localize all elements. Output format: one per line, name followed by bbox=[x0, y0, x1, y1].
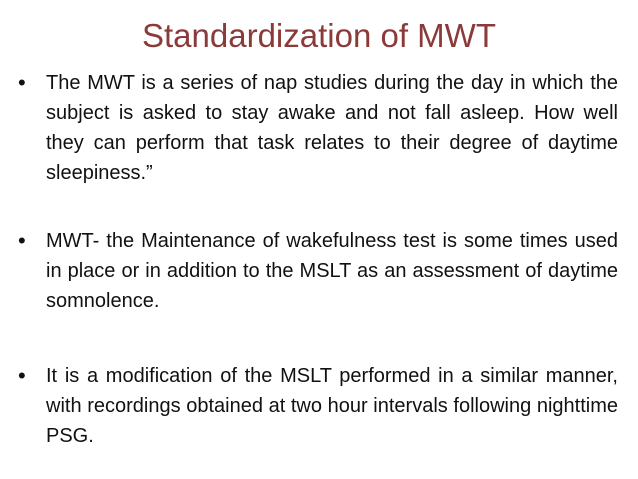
bullet-text: It is a modification of the MSLT performed in a similar manner, with recordings obtained at two hour intervals following nighttime PSG. bbox=[46, 365, 618, 447]
bullet-item bbox=[18, 361, 618, 451]
bullet-text: MWT- the Maintenance of wakefulness test is some times used in place or in addition to the MSLT as an assessment of daytime somnolence. bbox=[46, 230, 618, 312]
bullet-icon: • bbox=[18, 228, 26, 253]
slide-title: Standardization of MWT bbox=[142, 17, 496, 54]
bullet-icon: • bbox=[18, 70, 26, 95]
bullet-item bbox=[18, 226, 618, 316]
bullet-item bbox=[18, 68, 618, 188]
bullet-icon: • bbox=[18, 363, 26, 388]
bullet-text: The MWT is a series of nap studies during the day in which the subject is asked to stay awake and not fall asleep. How well they can perform that task relates to their degree of daytime sleepiness.” bbox=[46, 72, 618, 184]
